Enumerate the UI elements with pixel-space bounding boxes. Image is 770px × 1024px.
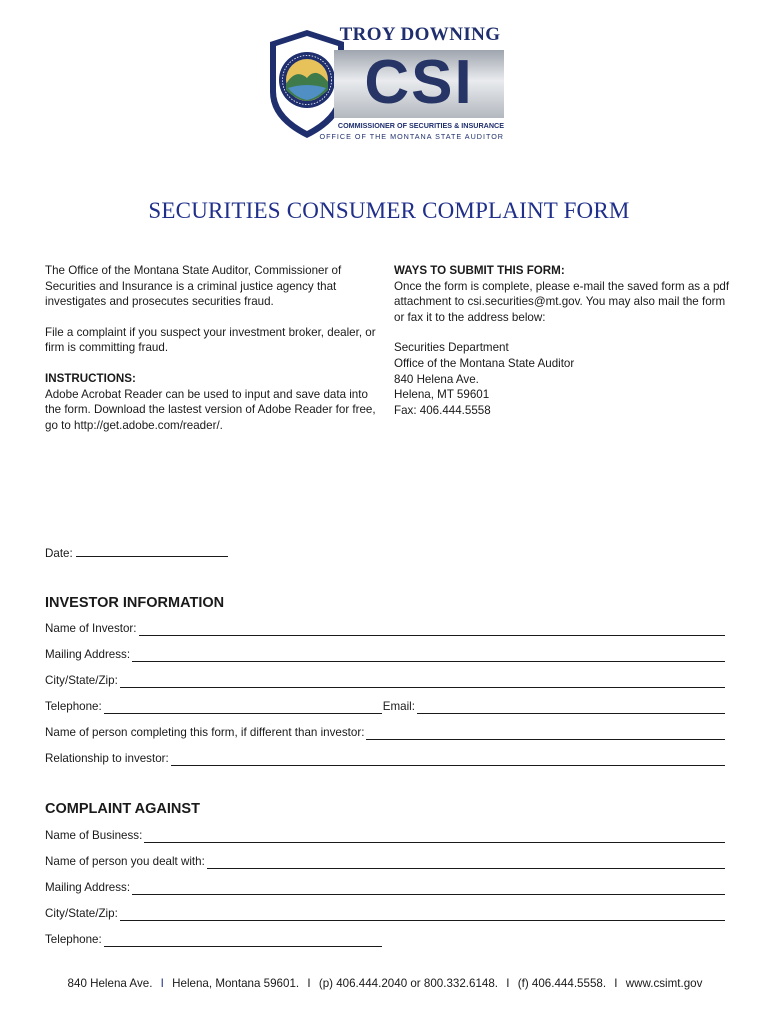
investor-email-label: Email: xyxy=(382,700,415,713)
date-row xyxy=(45,545,228,560)
fax-line: Fax: 406.444.5558 xyxy=(394,403,491,417)
address-line: Securities Department xyxy=(394,341,509,355)
investor-mailing-row xyxy=(45,648,725,662)
address-line: Helena, MT 59601 xyxy=(394,388,490,402)
business-name-label: Name of Business: xyxy=(45,829,143,842)
investor-contact-row xyxy=(45,700,725,714)
submit-column xyxy=(394,263,734,418)
brand-logo: CSI xyxy=(364,48,474,117)
business-mailing-label: Mailing Address: xyxy=(45,881,131,894)
investor-name-label: Name of Investor: xyxy=(45,622,137,635)
contact-person-label: Name of person you dealt with: xyxy=(45,855,205,868)
completer-label: Name of person completing this form, if different than investor: xyxy=(45,726,365,739)
complaint-section-title: COMPLAINT AGAINST xyxy=(45,801,200,817)
business-name-field[interactable] xyxy=(144,830,725,843)
footer-separator: I xyxy=(307,977,311,990)
brand-name: TROY DOWNING xyxy=(339,24,501,45)
investor-email-field[interactable] xyxy=(417,701,725,714)
business-mailing-field[interactable] xyxy=(132,882,725,895)
investor-city-field[interactable] xyxy=(120,675,725,688)
brand-tagline: COMMISSIONER OF SECURITIES & INSURANCE xyxy=(337,121,504,130)
business-mailing-row xyxy=(45,881,725,895)
investor-name-row xyxy=(45,622,725,636)
relationship-field[interactable] xyxy=(171,753,725,766)
business-telephone-field[interactable] xyxy=(104,934,382,947)
form-title: SECURITIES CONSUMER COMPLAINT FORM xyxy=(148,198,630,223)
business-telephone-label: Telephone: xyxy=(45,933,102,946)
relationship-row xyxy=(45,752,725,766)
date-label: Date: xyxy=(45,547,73,560)
business-city-label: City/State/Zip: xyxy=(45,907,118,920)
submit-body: Once the form is complete, please e-mail the saved form as a pdf attachment to csi.securities@mt.gov. You may also mail the form or fax it to the address below: xyxy=(394,279,730,324)
business-city-row xyxy=(45,907,725,921)
investor-telephone-field[interactable] xyxy=(104,701,382,714)
footer-contact xyxy=(0,977,770,990)
address-line: Office of the Montana State Auditor xyxy=(394,356,575,370)
investor-name-field[interactable] xyxy=(139,623,726,636)
footer-separator: I xyxy=(614,977,618,990)
date-field[interactable] xyxy=(76,545,228,557)
footer-city: Helena, Montana 59601. xyxy=(172,977,300,990)
footer-separator: I xyxy=(506,977,510,990)
investor-city-label: City/State/Zip: xyxy=(45,674,118,687)
footer-phone: (p) 406.444.2040 or 800.332.6148. xyxy=(318,977,499,990)
business-name-row xyxy=(45,829,725,843)
brand-subtagline: OFFICE OF THE MONTANA STATE AUDITOR xyxy=(319,132,504,141)
footer-separator: I xyxy=(160,977,164,990)
investor-city-row xyxy=(45,674,725,688)
footer-website-link[interactable]: www.csimt.gov xyxy=(625,977,703,990)
instructions-body: Adobe Acrobat Reader can be used to input and save data into the form. Download the lastest version of Adobe Reader for free, go to http://get.adobe.com/reader/. xyxy=(45,387,376,432)
business-telephone-row xyxy=(45,933,725,947)
investor-mailing-label: Mailing Address: xyxy=(45,648,131,661)
relationship-label: Relationship to investor: xyxy=(45,752,169,765)
footer-fax: (f) 406.444.5558. xyxy=(517,977,607,990)
intro-paragraph: The Office of the Montana State Auditor, Commissioner of Securities and Insurance is a criminal justice agency that investigates and prosecutes securities fraud. xyxy=(45,264,342,309)
business-city-field[interactable] xyxy=(120,908,725,921)
contact-person-field[interactable] xyxy=(207,856,725,869)
intro-paragraph-2: File a complaint if you suspect your investment broker, dealer, or firm is committing fraud. xyxy=(45,325,376,355)
contact-person-row xyxy=(45,855,725,869)
intro-column xyxy=(45,263,380,433)
investor-telephone-label: Telephone: xyxy=(45,700,102,713)
instructions-heading: INSTRUCTIONS: xyxy=(45,371,136,385)
mailing-address-block xyxy=(394,340,734,418)
footer-address: 840 Helena Ave. xyxy=(67,977,153,990)
completer-field[interactable] xyxy=(366,727,725,740)
completer-row xyxy=(45,726,725,740)
investor-mailing-field[interactable] xyxy=(132,649,725,662)
address-line: 840 Helena Ave. xyxy=(394,372,479,386)
investor-section-title: INVESTOR INFORMATION xyxy=(45,595,225,611)
submit-heading: WAYS TO SUBMIT THIS FORM: xyxy=(394,264,565,277)
